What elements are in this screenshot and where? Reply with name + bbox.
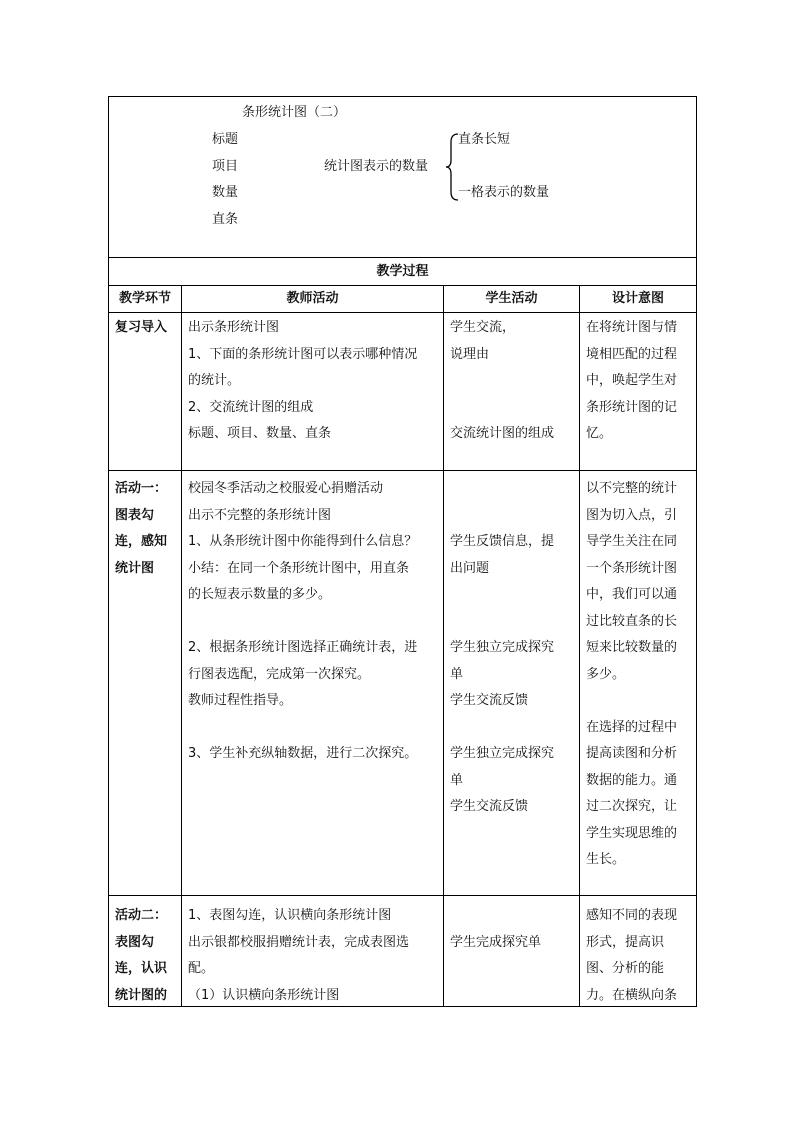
row2-teacher-line [188, 609, 417, 636]
divider-row-2 [108, 895, 697, 896]
row2-intent-line: 中，我们可以通 [586, 587, 678, 602]
row3-intent-line: 图、分析的能 [586, 961, 665, 976]
row2-stage-line: 活动一： [115, 481, 168, 496]
row2-student-line [450, 582, 554, 609]
row2-teacher-line: 行图表选配，完成第一次探究。 [188, 666, 371, 682]
row2-intent-line: 导学生关注在同 [586, 534, 678, 549]
divider-row-1 [108, 470, 697, 471]
row2-student-line [450, 609, 554, 636]
column-header-student: 学生活动 [485, 291, 538, 306]
row2-intent-line: 提高读图和分析 [586, 746, 678, 761]
row2-intent [586, 476, 677, 874]
row2-student-line: 单 [450, 772, 464, 788]
row2-student [450, 476, 554, 821]
row2-teacher-line [188, 715, 417, 742]
row2-student-line: 学生交流反馈 [450, 799, 529, 814]
board-element: 数量 [212, 185, 239, 200]
row3-stage-line: 表图勾 [115, 934, 155, 950]
column-header-teacher: 教师活动 [286, 291, 339, 306]
row2-stage-line: 统计图 [115, 560, 155, 576]
row3-intent-line: 力。在横纵向条 [586, 987, 678, 1003]
row2-intent-line: 在选择的过程中 [586, 719, 678, 735]
row3-intent-line: 形式，提高识 [586, 934, 665, 950]
row2-intent-line: 过二次探究，让 [586, 799, 678, 814]
row2-teacher-line: 3、学生补充纵轴数据，进行二次探究。 [188, 746, 418, 761]
row1-teacher-line: 2、交流统计图的组成 [188, 399, 314, 415]
row1-teacher-line: 标题、项目、数量、直条 [188, 426, 332, 441]
row2-student-line: 出问题 [450, 560, 490, 576]
column-divider-2 [443, 285, 444, 1007]
board-title: 条形统计图（二） [242, 105, 347, 120]
row2-stage [115, 476, 167, 582]
row2-intent-line: 短来比较数量的 [586, 640, 678, 655]
column-header-stage: 教学环节 [118, 291, 171, 306]
row3-teacher-line: 1、表图勾连，认识横向条形统计图 [188, 908, 392, 923]
row1-student-line: 说理由 [450, 346, 490, 362]
row2-student-line: 学生独立完成探究 [450, 640, 555, 655]
row1-student-line [450, 395, 554, 422]
row2-intent-line: 一个条形统计图 [586, 560, 678, 576]
row3-stage-line: 活动二： [115, 908, 168, 923]
row2-teacher [188, 476, 417, 768]
row2-intent-line: 过比较直条的长 [586, 613, 678, 629]
row3-stage-line: 连，认识 [115, 961, 168, 976]
row2-student-line [450, 476, 554, 503]
row2-intent-line: 生长。 [586, 852, 626, 867]
row2-student-line: 单 [450, 666, 464, 682]
row2-stage-line: 连，感知 [115, 534, 168, 549]
row3-intent-line: 感知不同的表现 [586, 908, 678, 923]
column-header-intent: 设计意图 [611, 291, 664, 306]
row1-teacher [188, 315, 417, 448]
row2-teacher-line: 的长短表示数量的多少。 [188, 587, 332, 602]
board-element: 标题 [212, 132, 239, 147]
row1-teacher-line: 出示条形统计图 [188, 320, 280, 335]
row1-student-line: 学生交流， [450, 320, 516, 335]
row2-student-line: 学生交流反馈 [450, 693, 529, 708]
row3-student [450, 903, 541, 956]
row2-teacher-line: 校园冬季活动之校服爱心捐赠活动 [188, 481, 384, 496]
row2-stage-line: 图表勾 [115, 507, 155, 523]
board-center-label: 统计图表示的数量 [324, 159, 429, 174]
row1-intent-line: 忆。 [586, 426, 613, 441]
row3-student-line [450, 903, 541, 930]
process-heading: 教学过程 [376, 264, 429, 279]
column-divider-1 [181, 285, 182, 1007]
board-elements-list [212, 127, 238, 233]
row2-teacher-line: 教师过程性指导。 [188, 693, 293, 708]
row1-intent-line: 境相匹配的过程 [586, 346, 678, 362]
row1-intent-line: 中，唤起学生对 [586, 373, 678, 388]
row1-intent [586, 315, 677, 448]
row3-student-line: 学生完成探究单 [450, 934, 542, 950]
row3-teacher [188, 903, 409, 1009]
row1-teacher-line: 的统计。 [188, 373, 241, 388]
row1-stage-line: 复习导入 [115, 320, 168, 335]
row3-stage [115, 903, 167, 1009]
column-divider-3 [579, 285, 580, 1007]
row2-intent-line: 以不完整的统计 [586, 481, 678, 496]
row3-intent [586, 903, 677, 1009]
board-element: 直条 [212, 211, 239, 227]
row1-intent-line: 条形统计图的记 [586, 399, 678, 415]
row2-intent-line: 数据的能力。通 [586, 772, 678, 788]
divider-board-bottom [108, 257, 697, 258]
row3-stage-line: 统计图的 [115, 987, 168, 1003]
row1-student-line: 交流统计图的组成 [450, 426, 555, 441]
row2-student-line: 学生反馈信息，提 [450, 534, 555, 549]
board-element: 项目 [212, 158, 239, 174]
row3-teacher-line: （1）认识横向条形统计图 [188, 987, 340, 1003]
row3-teacher-line: 出示银都校服捐赠统计表，完成表图选 [188, 934, 410, 950]
row2-intent-line: 图为切入点，引 [586, 507, 678, 523]
row1-stage [115, 315, 167, 342]
row3-teacher-line: 配。 [188, 961, 215, 976]
row2-intent-line [586, 688, 677, 715]
row1-teacher-line: 1、下面的条形统计图可以表示哪种情况 [188, 346, 418, 362]
board-branch-lower: 一格表示的数量 [458, 185, 550, 200]
row2-teacher-line: 1、从条形统计图中你能得到什么信息？ [188, 534, 418, 549]
row2-teacher-line: 2、根据条形统计图选择正确统计表，进 [188, 640, 418, 655]
row1-student [450, 315, 554, 448]
row2-teacher-line: 出示不完整的条形统计图 [188, 507, 332, 523]
row2-student-line: 学生独立完成探究 [450, 746, 555, 761]
row1-intent-line: 在将统计图与情 [586, 320, 678, 335]
board-branch-upper: 直条长短 [458, 132, 511, 147]
row1-student-line [450, 368, 554, 395]
row2-intent-line: 学生实现思维的 [586, 825, 678, 841]
row2-teacher-line: 小结：在同一个条形统计图中，用直条 [188, 560, 410, 576]
row2-student-line [450, 503, 554, 530]
row2-student-line [450, 715, 554, 742]
row2-intent-line: 多少。 [586, 666, 626, 682]
